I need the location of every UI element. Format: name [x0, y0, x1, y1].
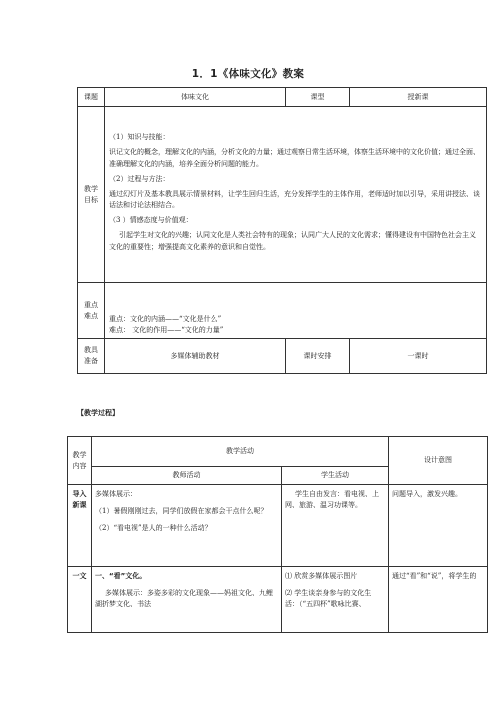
teacher-line: 多媒体展示：多姿多彩的文化现象——妈祖文化、九鲤湖折梦文化、书法: [95, 588, 273, 608]
design-intent: 通过“看”和“说”，将学生的: [389, 567, 488, 633]
teacher-line: （2）“看电视”是人的一种什么活动？: [95, 523, 212, 532]
teacher-line: 多媒体展示：: [95, 490, 137, 498]
table-row: [68, 567, 488, 633]
topic-label: 课题: [78, 88, 105, 107]
topic-value: 体味文化: [105, 88, 286, 107]
tools-value: 多媒体辅助教材: [105, 339, 286, 374]
teacher-line: （1）暑假刚刚过去，同学们放假在家都会干点什么呢？: [95, 506, 268, 515]
teaching-process-table: [67, 436, 488, 633]
student-header: 学生活动: [282, 467, 389, 485]
teaching-goals: [105, 107, 487, 283]
student-line: ⑵ 学生谈亲身参与的文化生活：（“五四杯”歌咏比赛、: [285, 588, 372, 608]
goal-line: （1）知识与技能：: [109, 133, 170, 142]
teacher-line: 一、“看”文化。: [95, 572, 147, 580]
teacher-activity: [92, 485, 282, 567]
goal-line: （3 ）情感态度与价值观：: [109, 216, 193, 225]
teacher-activity: [92, 567, 282, 633]
tools-label: 教具准备: [78, 339, 105, 374]
content-header: 教学内容: [68, 437, 92, 485]
key-points: [105, 283, 487, 339]
goal-line: 识记文化的概念，理解文化的内涵，分析文化的力量；通过观察日常生活环境，体察生活环境中的文化价值；通过全面、准确理解文化的内涵，培养全面分析问题的能力。: [109, 148, 480, 168]
goal-line: 通过幻灯片及基本教具展示情景材料，让学生回归生活，充分发挥学生的主体作用，老师适时加以引导，采用讲授法、谈话法和讨论法相结合。: [109, 189, 480, 210]
goal-label: 教学目标: [78, 107, 105, 283]
key-point: 重点：文化的内涵——“文化是什么”: [109, 315, 222, 324]
student-line: 学生自由发言：看电视、上网、旅游、温习功课等。: [285, 490, 379, 509]
type-label: 课型: [286, 88, 350, 107]
type-value: 授新课: [350, 88, 487, 107]
goal-line: （2）过程与方法：: [109, 174, 170, 183]
key-label: 重点难点: [78, 283, 105, 339]
teacher-header: 教师活动: [92, 467, 282, 485]
student-activity: [282, 485, 389, 567]
design-header: 设计意图: [389, 437, 488, 485]
goal-line: 引起学生对文化的兴趣；认同文化是人类社会特有的现象；认同广大人民的文化需求；懂得建设有中国特色社会主义文化的重要性；增强提高文化素养的意识和自觉性。: [109, 231, 476, 251]
difficult-point: 难点： 文化的作用——“文化的力量”: [109, 326, 224, 335]
activity-header: 教学活动: [92, 437, 389, 467]
student-activity: [282, 567, 389, 633]
lesson-info-table: [77, 87, 487, 374]
row-label: 一文: [68, 567, 92, 633]
time-value: 一课时: [350, 339, 487, 374]
student-line: ⑴ 欣赏多媒体展示图片: [285, 572, 358, 580]
row-label: 导入新课: [68, 485, 92, 567]
document-title: 1．1《体味文化》教案: [191, 68, 305, 80]
process-section-label: 【教学过程】: [77, 409, 119, 417]
time-label: 课时安排: [286, 339, 350, 374]
design-intent: 问题导入，激发兴趣。: [389, 485, 488, 567]
table-row: [68, 485, 488, 567]
